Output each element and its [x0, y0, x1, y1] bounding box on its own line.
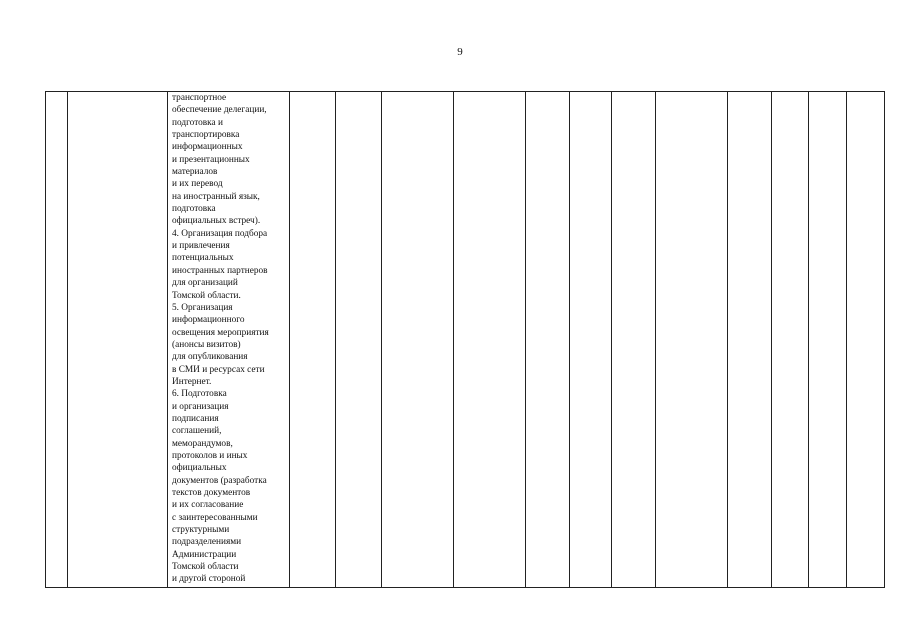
- table-cell: [728, 92, 772, 588]
- activity-text-line: подготовка: [172, 204, 216, 215]
- page-number: 9: [457, 46, 463, 58]
- table-cell-activity-description: [168, 92, 290, 588]
- activity-text-line: и презентационных: [172, 154, 250, 165]
- table-cell-number: [46, 92, 68, 588]
- activity-text-line: на иностранный язык,: [172, 191, 260, 202]
- activity-text-line: в СМИ и ресурсах сети: [172, 364, 265, 375]
- table-cell: [809, 92, 847, 588]
- table-cell: [454, 92, 526, 588]
- table-cell: [656, 92, 728, 588]
- activity-text-line: обеспечение делегации,: [172, 105, 267, 116]
- activity-text-line: иностранных партнеров: [172, 265, 268, 276]
- activity-text-line: документов (разработка: [172, 475, 267, 486]
- activity-text-line: информационных: [172, 142, 243, 153]
- table-row: [46, 92, 885, 588]
- activity-text-line: (анонсы визитов): [172, 339, 241, 350]
- table-cell: [772, 92, 809, 588]
- activity-text-line: транспортировка: [172, 130, 240, 141]
- activity-text-line: 5. Организация: [172, 302, 233, 313]
- activity-text-line: потенциальных: [172, 253, 234, 264]
- activity-text-line: и другой стороной: [172, 574, 246, 585]
- activity-text-line: материалов: [172, 167, 218, 178]
- table-cell: [336, 92, 382, 588]
- activity-text-line: подписания: [172, 413, 219, 424]
- table-cell: [570, 92, 612, 588]
- activity-text-line: подразделениями: [172, 537, 242, 548]
- activity-text-line: меморандумов,: [172, 438, 233, 449]
- table-cell: [612, 92, 656, 588]
- table-cell: [847, 92, 885, 588]
- activity-text-line: текстов документов: [172, 488, 251, 498]
- activity-text-line: и организация: [172, 401, 229, 412]
- activity-description-text: [168, 92, 289, 586]
- activity-text-line: Администрации: [172, 549, 237, 560]
- table-cell-task: [68, 92, 168, 588]
- activity-text-line: 6. Подготовка: [172, 389, 227, 400]
- activity-text-line: соглашений,: [172, 426, 222, 437]
- activity-text-line: Интернет.: [172, 376, 212, 387]
- activity-text-line: 4. Организация подбора: [172, 228, 268, 239]
- activity-text-line: официальных: [172, 463, 227, 474]
- activity-text-line: освещения мероприятия: [172, 327, 269, 338]
- activity-text-line: официальных встреч).: [172, 216, 261, 227]
- activity-text-line: с заинтересованными: [172, 512, 258, 523]
- activity-text-line: структурными: [172, 525, 230, 536]
- activity-text-line: для опубликования: [172, 352, 248, 363]
- table-cell: [290, 92, 336, 588]
- activity-text-line: Томской области: [172, 562, 239, 573]
- table-cell: [382, 92, 454, 588]
- activity-text-line: информационного: [172, 315, 245, 326]
- activity-text-line: Томской области.: [172, 290, 241, 301]
- activity-text-line: для организаций: [172, 278, 238, 289]
- activity-text-line: транспортное: [172, 93, 227, 103]
- activity-text-line: и привлечения: [172, 241, 230, 252]
- table-cell: [526, 92, 570, 588]
- continuation-table: [45, 91, 885, 588]
- activity-text-line: протоколов и иных: [172, 450, 248, 461]
- activity-text-line: подготовка и: [172, 117, 223, 128]
- activity-text-line: и их перевод: [172, 179, 223, 190]
- activity-text-line: и их согласование: [172, 500, 244, 511]
